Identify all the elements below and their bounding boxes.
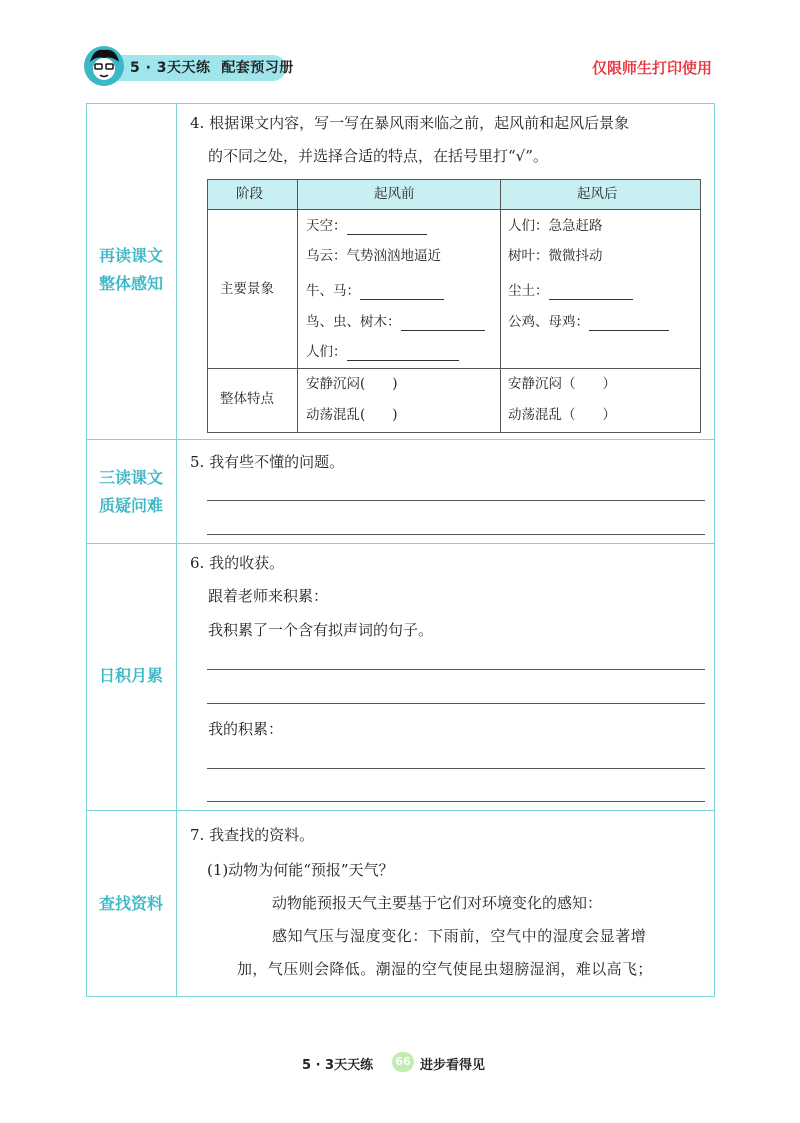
q7-line4: 感知气压与湿度变化：下雨前，空气中的湿度会显著增 — [272, 927, 647, 945]
header-brand-text: 5 · 3天天练 — [130, 60, 211, 76]
section-label-line: 再读课文 — [98, 246, 163, 265]
after-trait[interactable]: 安静沉闷（ ） — [508, 376, 616, 392]
q6-line2: 跟着老师来积累： — [208, 587, 329, 605]
section-label-reread — [86, 242, 176, 298]
before-item — [306, 343, 459, 361]
before-trait[interactable]: 动荡混乱( ) — [306, 407, 398, 423]
mascot-icon — [82, 44, 126, 88]
writing-line[interactable] — [207, 768, 705, 769]
header-subtitle: 配套预习册 — [221, 60, 294, 76]
table-head-before: 起风前 — [374, 186, 415, 202]
after-item-text: 人们：急急赶路 — [508, 218, 603, 234]
section-divider — [86, 810, 715, 811]
q4-line2: 的不同之处，并选择合适的特点，在括号里打“√”。 — [208, 147, 548, 165]
after-item — [508, 247, 603, 265]
writing-line[interactable] — [207, 703, 705, 704]
answer-blank[interactable] — [360, 285, 444, 300]
after-item — [508, 217, 603, 235]
q6-line3: 我积累了一个含有拟声词的句子。 — [208, 621, 434, 639]
writing-line[interactable] — [207, 534, 705, 535]
after-item — [508, 313, 669, 331]
section-label-research: 查找资料 — [98, 894, 163, 913]
before-item-text: 乌云：气势汹汹地逼近 — [306, 248, 441, 264]
page-number: 66 — [392, 1052, 414, 1072]
q5-line1: 5. 我有些不懂的问题。 — [190, 453, 345, 471]
section-label-line: 三读课文 — [98, 468, 163, 487]
before-item-text: 牛、马： — [306, 283, 360, 299]
before-item — [306, 217, 427, 235]
after-item-text: 树叶：微微抖动 — [508, 248, 603, 264]
answer-blank[interactable] — [401, 316, 485, 331]
scene-table — [207, 179, 701, 433]
row-label-traits: 整体特点 — [220, 391, 274, 407]
before-item-text: 鸟、虫、树木： — [306, 314, 401, 330]
q4-line1: 4. 根据课文内容，写一写在暴风雨来临之前，起风前和起风后景象 — [190, 114, 630, 132]
answer-blank[interactable] — [549, 285, 633, 300]
before-item — [306, 247, 441, 265]
after-item — [508, 282, 633, 300]
writing-line[interactable] — [207, 500, 705, 501]
before-item-text: 人们： — [306, 344, 347, 360]
q7-line3: 动物能预报天气主要基于它们对环境变化的感知： — [272, 894, 603, 912]
table-rule — [297, 179, 298, 433]
section-label-accumulate: 日积月累 — [98, 666, 163, 685]
q6-line1: 6. 我的收获。 — [190, 554, 285, 572]
footer-slogan: 进步看得见 — [420, 1058, 486, 1073]
answer-blank[interactable] — [589, 316, 669, 331]
after-item-text: 尘土： — [508, 283, 549, 299]
after-item-text: 公鸡、母鸡： — [508, 314, 589, 330]
writing-line[interactable] — [207, 669, 705, 670]
q6-line4: 我的积累： — [208, 720, 284, 738]
section-label-line: 质疑问难 — [98, 496, 163, 515]
answer-blank[interactable] — [347, 220, 427, 235]
answer-blank[interactable] — [347, 346, 459, 361]
table-rule — [207, 209, 701, 210]
writing-line[interactable] — [207, 801, 705, 802]
section-label-question — [86, 464, 176, 520]
before-item — [306, 282, 444, 300]
before-trait[interactable]: 安静沉闷( ) — [306, 376, 398, 392]
table-head-after: 起风后 — [577, 186, 618, 202]
before-item — [306, 313, 485, 331]
table-rule — [207, 368, 701, 369]
before-item-text: 天空： — [306, 218, 347, 234]
section-label-line: 整体感知 — [98, 274, 163, 293]
table-head-stage: 阶段 — [236, 186, 263, 202]
after-trait[interactable]: 动荡混乱（ ） — [508, 407, 616, 423]
q7-line2: (1)动物为何能“预报”天气？ — [207, 861, 394, 879]
footer-brand: 5 · 3天天练 — [302, 1058, 374, 1073]
print-notice: 仅限师生打印使用 — [591, 59, 712, 77]
side-divider — [176, 103, 177, 997]
table-rule — [500, 179, 501, 433]
q7-line5: 加，气压则会降低。潮湿的空气使昆虫翅膀湿润，难以高飞； — [237, 960, 653, 978]
row-label-scenes: 主要景象 — [220, 281, 274, 297]
section-divider — [86, 543, 715, 544]
header-brand — [130, 57, 294, 77]
q7-line1: 7. 我查找的资料。 — [190, 826, 315, 844]
section-divider — [86, 439, 715, 440]
